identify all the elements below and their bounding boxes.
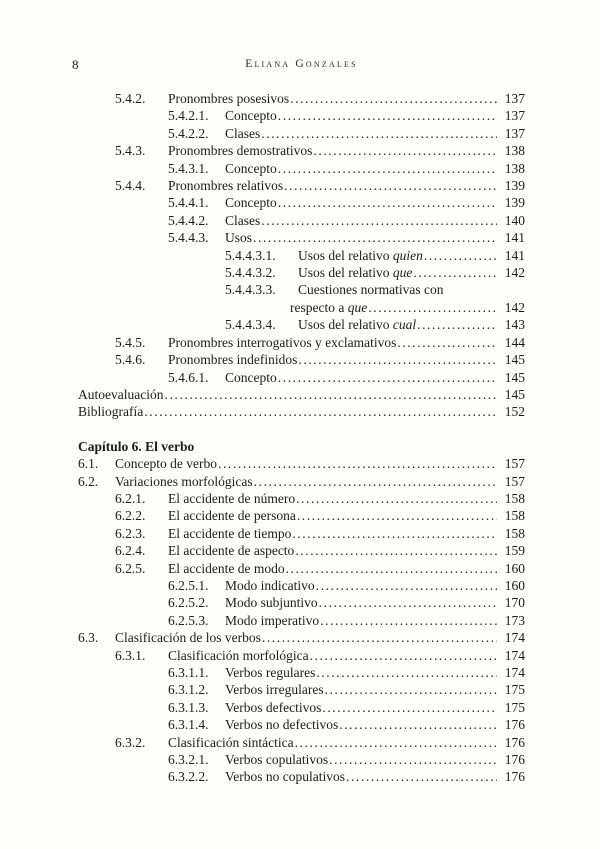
toc-entry-number: 6.3. [78, 630, 99, 646]
toc-entry-text: Usos del relativo [298, 317, 393, 333]
toc-entry-number: 6.2.1. [115, 490, 146, 506]
toc-entry [78, 507, 525, 524]
toc-entry-title [225, 577, 315, 594]
toc-entry-title [168, 734, 294, 751]
toc-entry-page: 174 [504, 647, 525, 663]
toc-entry-page: 160 [504, 577, 525, 593]
dot-leader [316, 577, 497, 594]
toc-entry-number: 5.4.2. [115, 91, 146, 106]
toc-entry-text: Pronombres interrogativos y exclamativos [168, 334, 397, 350]
toc-entry-text: Verbos irregulares [225, 682, 324, 698]
toc-entry [78, 281, 525, 298]
dot-leader [144, 403, 497, 420]
toc-entry [78, 125, 525, 142]
toc-entry-italic-term: que [347, 299, 368, 315]
toc-entry-number: 6.2.4. [115, 543, 146, 559]
dot-leader [319, 594, 497, 611]
dot-leader [413, 264, 497, 281]
toc-entry-title [168, 525, 291, 542]
toc-entry-number: 5.4.6. [115, 352, 146, 368]
toc-entry-number: 5.4.3. [115, 143, 146, 159]
toc-entry-text: Verbos defectivos [225, 699, 322, 715]
dot-leader [296, 490, 497, 507]
toc-entry-title [225, 369, 277, 386]
dot-leader [253, 229, 497, 246]
toc-entry-page: 158 [504, 525, 525, 541]
dot-leader [295, 734, 497, 751]
toc-entry-text: Concepto [225, 195, 277, 211]
toc-entry-text: Modo indicativo [225, 577, 315, 593]
toc-entry-number: 6.2.5.2. [168, 595, 209, 611]
toc-entry-title [225, 160, 277, 177]
toc-entry-page: 176 [504, 734, 525, 750]
toc-entry [78, 577, 525, 594]
toc-entry-page: 174 [504, 630, 525, 646]
toc-entry-page: 139 [504, 195, 525, 211]
toc-entry-page: 138 [504, 143, 525, 159]
dot-leader [292, 525, 497, 542]
toc-entry-title [225, 681, 324, 698]
toc-entry-title [225, 716, 338, 733]
toc-entry-title [168, 177, 283, 194]
toc-entry [78, 194, 525, 211]
toc-entry-page: 158 [504, 508, 525, 524]
toc-entry-title [78, 403, 143, 420]
toc-entry-text: El accidente de modo [168, 560, 285, 576]
toc-entry-text: El accidente de número [168, 490, 296, 506]
toc-entry-number: 5.4.4.3. [168, 230, 209, 246]
toc-entry-title [225, 768, 345, 785]
toc-entry-page: 138 [504, 160, 525, 176]
dot-leader [397, 334, 497, 351]
running-head: Eliana Gonzales [245, 58, 358, 70]
toc-entry [78, 490, 525, 507]
dot-leader [295, 542, 497, 559]
dot-leader [339, 716, 497, 733]
toc-entry-page: 158 [504, 490, 525, 506]
toc-entry-text: Pronombres relativos [168, 178, 284, 194]
toc-entry [78, 351, 525, 368]
toc-entry-text: Verbos no defectivos [225, 717, 339, 733]
toc-entry-text: Pronombres posesivos [168, 91, 290, 106]
toc-entry-number: 5.4.4.3.3. [225, 282, 276, 298]
toc-entry-title [225, 699, 321, 716]
toc-entry-page: 176 [504, 769, 525, 785]
toc-entry [78, 403, 525, 420]
toc-entry [78, 247, 525, 264]
toc-entry-page: 152 [504, 404, 525, 420]
toc-entry-page: 137 [504, 125, 525, 141]
toc-entry-number: 5.4.4.3.1. [225, 247, 276, 263]
toc-entry-text: El accidente de persona [168, 508, 296, 524]
toc-entry-page: 160 [504, 560, 525, 576]
toc-entry [78, 525, 525, 542]
toc-entry-number: 6.3.1.2. [168, 682, 209, 698]
toc-entry-number: 6.3.2. [115, 734, 146, 750]
toc-entry-italic-term: que [392, 265, 413, 281]
toc-entry-page: 174 [504, 665, 525, 680]
toc-entry-number: 6.1. [78, 456, 99, 472]
toc-entry-page: 159 [504, 543, 525, 559]
dot-leader [325, 681, 497, 698]
toc-entry-number: 6.3.1. [115, 647, 146, 663]
toc-entry-number: 6.2.5.3. [168, 612, 209, 628]
toc-entry-title [225, 229, 252, 246]
toc-entry-text: Clases [225, 125, 261, 141]
toc-entry-title [225, 107, 277, 124]
toc-entry-title [78, 386, 163, 403]
toc-entry-italic-term: cual [392, 317, 417, 333]
toc-entry-number: 5.4.6.1. [168, 369, 209, 385]
toc-entry-number: 6.3.1.1. [168, 665, 209, 680]
toc-entry-number: 5.4.2.1. [168, 108, 209, 124]
dot-leader [417, 316, 497, 333]
toc-entry [78, 751, 525, 768]
toc-entry-title [168, 560, 285, 577]
toc-entry [78, 90, 525, 107]
dot-leader [424, 247, 497, 264]
dot-leader [313, 142, 497, 159]
toc-entry [78, 542, 525, 559]
toc-entry [78, 734, 525, 751]
toc-entry [78, 229, 525, 246]
toc-entry-title [225, 594, 318, 611]
toc-entry-page: 176 [504, 752, 525, 768]
toc-entry-title [225, 612, 319, 629]
toc-entry [78, 316, 525, 333]
toc-entry-text: Verbos regulares [225, 665, 316, 680]
toc-entry-title [168, 351, 297, 368]
toc-entry-page: 175 [504, 682, 525, 698]
page-number: 8 [72, 57, 79, 72]
toc-entry-number: 5.4.2.2. [168, 125, 209, 141]
toc-entry-page: 144 [504, 334, 525, 350]
toc-entry-page: 141 [504, 230, 525, 246]
dot-leader [310, 647, 497, 664]
toc-entry-page: 170 [504, 595, 525, 611]
toc-entry [78, 264, 525, 281]
toc-entry-text: Pronombres demostrativos [168, 143, 313, 159]
toc-entry-page: 157 [504, 473, 525, 489]
toc-entry [78, 594, 525, 611]
page-header [72, 57, 525, 74]
toc-entry-title [168, 142, 312, 159]
dot-leader [298, 351, 497, 368]
toc-entry-title [290, 299, 367, 316]
dot-leader [261, 125, 497, 142]
toc-entry-italic-term: quien [392, 247, 423, 263]
toc-entry-text: Usos del relativo [298, 265, 393, 281]
toc-entry-text: Concepto [225, 369, 277, 385]
toc-entry-page: 139 [504, 178, 525, 194]
toc-entry-page: 137 [504, 108, 525, 124]
toc-entry [78, 212, 525, 229]
toc-entry [78, 177, 525, 194]
toc-entry [78, 142, 525, 159]
toc-entry-text: Autoevaluación [78, 386, 164, 402]
toc-entry-number: 6.3.2.1. [168, 752, 209, 768]
toc-entry-page: 142 [504, 299, 525, 315]
toc-entry-title [298, 281, 443, 298]
toc-entry-title [298, 264, 412, 281]
toc-entry-title [225, 751, 328, 768]
toc-entry-number: 5.4.4.3.4. [225, 317, 276, 333]
toc-entry-page: 143 [504, 317, 525, 333]
toc-entry-page: 173 [504, 612, 525, 628]
dot-leader [164, 386, 497, 403]
toc-entry-number: 6.2.5. [115, 560, 146, 576]
toc-entry-number: 6.3.1.3. [168, 699, 209, 715]
toc-entry [78, 455, 525, 472]
toc-entry-text: Capítulo 6. El verbo [78, 438, 195, 454]
toc-entry-text: Variaciones morfológicas [115, 473, 253, 489]
dot-leader [254, 473, 497, 490]
toc-entry-number: 6.2.5.1. [168, 577, 209, 593]
toc-entry-title [168, 90, 289, 107]
dot-leader [278, 194, 497, 211]
toc-entry-text: El accidente de tiempo [168, 525, 292, 541]
dot-leader [284, 177, 497, 194]
toc-entry-title [298, 247, 423, 264]
toc-entry-page: 145 [504, 369, 525, 385]
toc-entry-title [168, 647, 309, 664]
toc-entry-title [225, 664, 315, 681]
toc-entry-page: 142 [504, 265, 525, 281]
dot-leader [322, 699, 497, 716]
dot-leader [278, 160, 497, 177]
toc-entry-text: respecto a [290, 299, 348, 315]
toc-entry [78, 629, 525, 646]
toc-entry-number: 5.4.5. [115, 334, 146, 350]
dot-leader [290, 90, 497, 107]
dot-leader [297, 507, 497, 524]
toc-entry-title [225, 194, 277, 211]
toc-entry-text: Modo imperativo [225, 612, 320, 628]
toc-entry-text: Modo subjuntivo [225, 595, 318, 611]
toc-entry-text: Usos del relativo [298, 247, 393, 263]
toc-entry-text: Concepto [225, 108, 277, 124]
toc-entry-title [168, 542, 294, 559]
toc-entry-number: 6.2. [78, 473, 99, 489]
toc-entry-text: Verbos no copulativos [225, 769, 345, 785]
toc-entry [78, 612, 525, 629]
dot-leader [218, 455, 497, 472]
toc-entry [78, 369, 525, 386]
toc-entry-number: 6.3.1.4. [168, 717, 209, 733]
toc-entry [78, 334, 525, 351]
toc-entry-title [168, 334, 396, 351]
toc-list [78, 90, 525, 786]
toc-entry-page: 137 [504, 91, 525, 106]
dot-leader [278, 369, 497, 386]
toc-entry-text: Concepto de verbo [115, 456, 217, 472]
toc-entry [78, 768, 525, 785]
dot-leader [261, 212, 497, 229]
toc-entry-title [115, 629, 261, 646]
toc-entry [78, 716, 525, 733]
toc-entry-text: Bibliografía [78, 404, 144, 420]
toc-entry-text: El accidente de aspecto [168, 543, 295, 559]
toc-entry-number: 5.4.4. [115, 178, 146, 194]
toc-entry-page: 176 [504, 717, 525, 733]
toc-entry-title [298, 316, 416, 333]
toc-entry-title [168, 507, 296, 524]
toc-entry-text: Verbos copulativos [225, 752, 329, 768]
toc-entry-title [225, 212, 260, 229]
toc-entry [78, 681, 525, 698]
dot-leader [329, 751, 497, 768]
toc-entry-page: 145 [504, 386, 525, 402]
toc-entry-page: 140 [504, 212, 525, 228]
dot-leader [346, 768, 497, 785]
toc-entry [78, 386, 525, 403]
toc-entry-number: 6.2.3. [115, 525, 146, 541]
toc-entry-text: Clasificación de los verbos [115, 630, 261, 646]
dot-leader [286, 560, 497, 577]
toc-entry-number: 5.4.4.3.2. [225, 265, 276, 281]
toc-entry-page: 141 [504, 247, 525, 263]
chapter-heading [78, 438, 525, 455]
toc-entry-page: 175 [504, 699, 525, 715]
dot-leader [316, 664, 497, 681]
toc-entry [78, 473, 525, 490]
toc-entry-text: Clasificación morfológica [168, 647, 309, 663]
toc-entry [78, 107, 525, 124]
toc-entry-title [225, 125, 260, 142]
dot-leader [278, 107, 497, 124]
dot-leader [320, 612, 497, 629]
toc-entry [78, 160, 525, 177]
toc-entry [78, 560, 525, 577]
toc-entry-number: 6.3.2.2. [168, 769, 209, 785]
toc-entry [78, 299, 525, 316]
toc-entry-title [115, 473, 253, 490]
toc-entry-text: Clasificación sintáctica [168, 734, 294, 750]
toc-entry [78, 699, 525, 716]
dot-leader [262, 629, 497, 646]
dot-leader [368, 299, 497, 316]
toc-entry-number: 5.4.4.1. [168, 195, 209, 211]
toc-entry-text: Concepto [225, 160, 277, 176]
toc-entry-number: 5.4.4.2. [168, 212, 209, 228]
toc-entry-text: Usos [225, 230, 253, 246]
toc-entry-number: 6.2.2. [115, 508, 146, 524]
toc-entry-text: Pronombres indefinidos [168, 352, 298, 368]
toc-entry-title [168, 490, 295, 507]
toc-entry-number: 5.4.3.1. [168, 160, 209, 176]
chapter-heading-label [78, 438, 194, 455]
toc-entry-text: Cuestiones normativas con [298, 282, 444, 298]
toc-entry-text: Clases [225, 212, 261, 228]
toc-entry-title [115, 455, 217, 472]
toc-entry-page: 157 [504, 456, 525, 472]
toc-entry [78, 647, 525, 664]
toc-entry-page: 145 [504, 352, 525, 368]
toc-entry [78, 664, 525, 681]
